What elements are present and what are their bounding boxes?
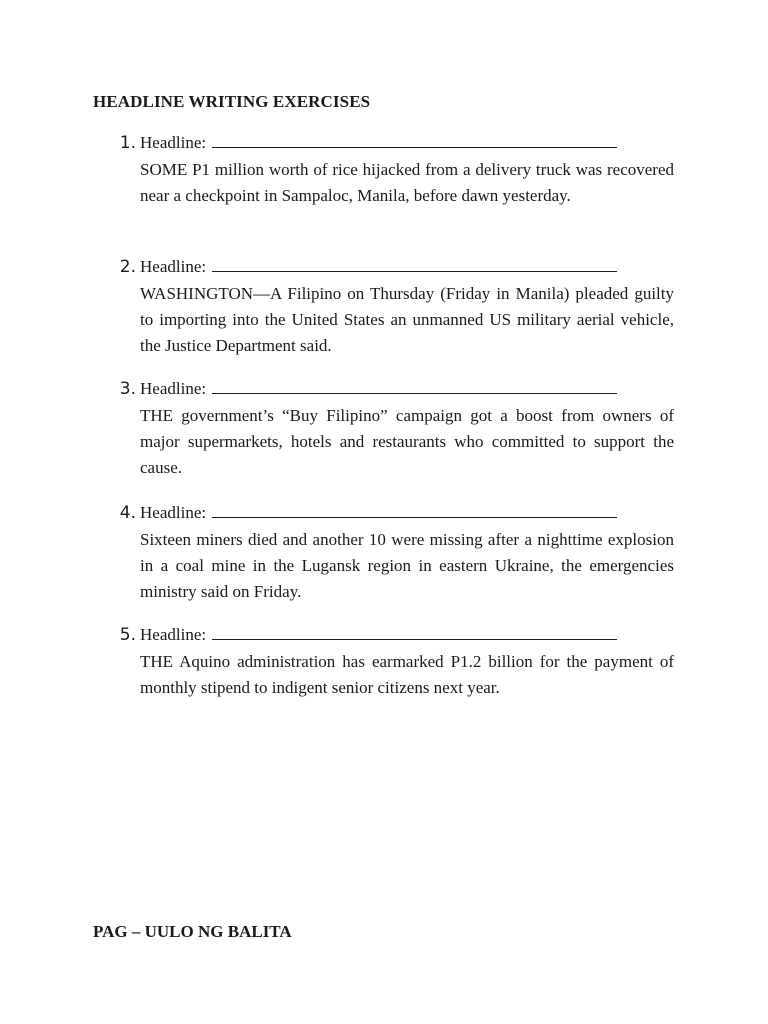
item-number: 3. (119, 379, 136, 399)
headline-blank-line[interactable] (212, 131, 617, 148)
headline-row (140, 377, 617, 401)
headline-row (140, 501, 617, 525)
lede-paragraph: THE Aquino administration has earmarked P1.2 billion for the payment of monthly stipend to indigent senior citizens next year. (140, 651, 674, 697)
headline-label: Headline: (140, 503, 207, 522)
headline-row (140, 623, 617, 647)
headline-label: Headline: (140, 625, 207, 644)
lede-paragraph: SOME P1 million worth of rice hijacked from a delivery truck was recovered near a checkpoint in Sampaloc, Manila, before dawn yesterday. (140, 159, 674, 205)
headline-row (140, 131, 617, 155)
item-number: 2. (119, 257, 136, 277)
headline-blank-line[interactable] (212, 377, 617, 394)
lede-paragraph: THE government’s “Buy Filipino” campaign got a boost from owners of major supermarkets, hotels and restaurants who committed to support the cause. (140, 405, 674, 477)
page-title: HEADLINE WRITING EXERCISES (93, 92, 371, 111)
footer-title: PAG – UULO NG BALITA (93, 922, 292, 941)
headline-row (140, 255, 617, 279)
item-number: 1. (119, 133, 136, 153)
headline-label: Headline: (140, 379, 207, 398)
headline-blank-line[interactable] (212, 501, 617, 518)
item-number: 5. (119, 625, 136, 645)
item-number: 4. (119, 503, 136, 523)
headline-blank-line[interactable] (212, 623, 617, 640)
lede-paragraph: Sixteen miners died and another 10 were missing after a nighttime explosion in a coal mine in the Lugansk region in eastern Ukraine, the emergencies ministry said on Friday. (140, 529, 674, 601)
headline-label: Headline: (140, 257, 207, 276)
headline-blank-line[interactable] (212, 255, 617, 272)
headline-label: Headline: (140, 133, 207, 152)
lede-paragraph: WASHINGTON—A Filipino on Thursday (Friday in Manila) pleaded guilty to importing into the United States an unmanned US military aerial vehicle, the Justice Department said. (140, 283, 674, 355)
